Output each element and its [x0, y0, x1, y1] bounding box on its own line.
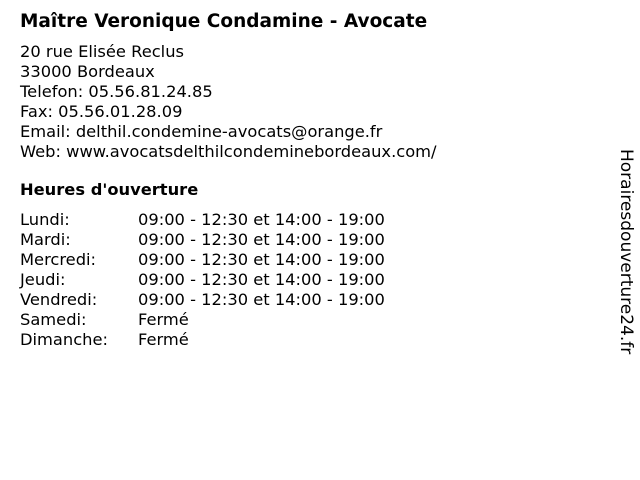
website-address: Web: www.avocatsdelthilcondeminebordeaux.com/: [20, 142, 437, 161]
hours-value: 09:00 - 12:30 et 14:00 - 19:00: [138, 210, 385, 229]
phone-number: Telefon: 05.56.81.24.85: [20, 82, 213, 101]
hours-row-monday: [20, 210, 600, 230]
opening-hours-table: [20, 210, 600, 350]
day-label: Mardi:: [20, 230, 71, 249]
site-watermark-text: Horairesdouverture24.fr: [616, 149, 636, 355]
hours-value: 09:00 - 12:30 et 14:00 - 19:00: [138, 270, 385, 289]
day-label: Jeudi:: [20, 270, 66, 289]
day-label: Mercredi:: [20, 250, 97, 269]
hours-value: Fermé: [138, 330, 189, 349]
day-label: Lundi:: [20, 210, 70, 229]
business-card: [20, 10, 600, 350]
email-address: Email: delthil.condemine-avocats@orange.fr: [20, 122, 383, 141]
hours-value: Fermé: [138, 310, 189, 329]
street-address: 20 rue Elisée Reclus: [20, 42, 184, 61]
hours-row-saturday: [20, 310, 600, 330]
fax-number: Fax: 05.56.01.28.09: [20, 102, 183, 121]
hours-row-friday: [20, 290, 600, 310]
page-title: Maître Veronique Condamine - Avocate: [20, 11, 428, 32]
day-label: Vendredi:: [20, 290, 98, 309]
site-watermark: [612, 136, 640, 368]
hours-value: 09:00 - 12:30 et 14:00 - 19:00: [138, 230, 385, 249]
day-label: Dimanche:: [20, 330, 108, 349]
city-address: 33000 Bordeaux: [20, 62, 155, 81]
hours-row-sunday: [20, 330, 600, 350]
hours-value: 09:00 - 12:30 et 14:00 - 19:00: [138, 290, 385, 309]
hours-row-thursday: [20, 270, 600, 290]
hours-value: 09:00 - 12:30 et 14:00 - 19:00: [138, 250, 385, 269]
opening-hours-heading: Heures d'ouverture: [20, 180, 199, 199]
hours-row-wednesday: [20, 250, 600, 270]
contact-block: [20, 42, 600, 162]
day-label: Samedi:: [20, 310, 87, 329]
hours-row-tuesday: [20, 230, 600, 250]
